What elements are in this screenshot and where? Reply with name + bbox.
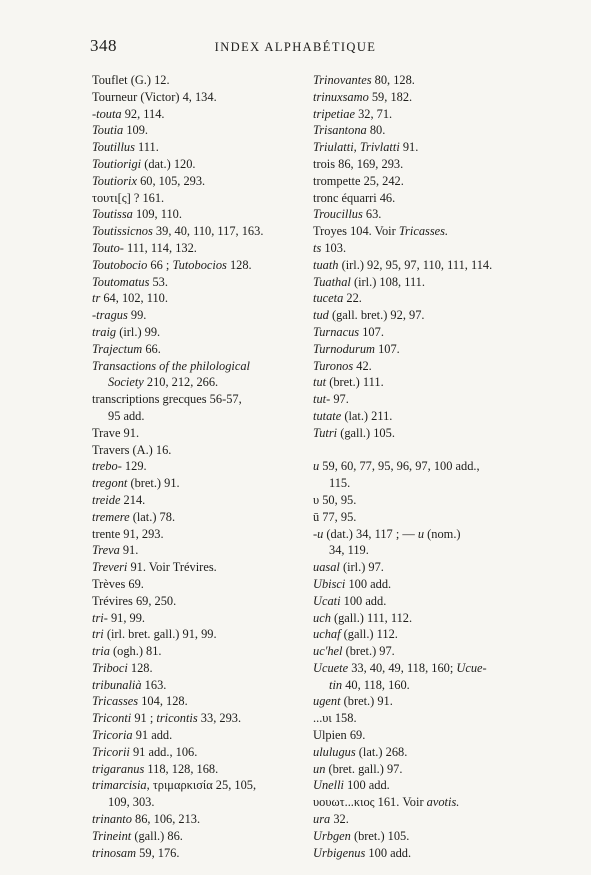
index-entry	[92, 643, 304, 660]
index-term: traig	[92, 324, 117, 339]
index-text: Trave 91.	[92, 425, 140, 440]
index-term: tin	[329, 677, 343, 692]
index-term: Urbigenus	[313, 845, 366, 860]
index-entry	[92, 206, 304, 223]
index-term: Triboci	[92, 660, 128, 675]
index-text: (bret.) 111.	[326, 375, 384, 390]
index-text: Trévires 69, 250.	[92, 593, 177, 608]
index-column-left	[92, 72, 304, 861]
index-term: Tricoria	[92, 728, 133, 743]
index-text: 80.	[366, 123, 386, 138]
index-term: avotis.	[426, 795, 460, 810]
index-term: trigaranus	[92, 761, 145, 776]
index-entry	[313, 206, 528, 223]
index-text: (irl.) 108, 111.	[350, 274, 425, 289]
index-entry	[92, 307, 304, 324]
index-text: 34, 119.	[329, 543, 369, 558]
index-entry	[313, 173, 528, 190]
index-term: Turnodurum	[313, 341, 375, 356]
index-entry	[313, 374, 528, 391]
index-entry	[313, 845, 528, 862]
index-term: trinuxsamo	[313, 89, 369, 104]
index-term: Ucuete	[313, 660, 349, 675]
index-term: Tricasses.	[398, 224, 449, 239]
index-text: 128.	[226, 257, 252, 272]
index-text: 59, 60, 77, 95, 96, 97, 100 add.,	[319, 459, 480, 474]
index-term: tribunalià	[92, 677, 142, 692]
index-text: ...υι 158.	[313, 711, 357, 726]
index-text: 59, 176.	[136, 845, 180, 860]
index-text: (gall.) 111, 112.	[330, 610, 413, 625]
index-text: (nom.)	[424, 526, 461, 541]
index-term: tut-	[313, 392, 331, 407]
index-term: tr	[92, 291, 101, 306]
index-text: (bret. gall.) 97.	[325, 761, 403, 776]
index-entry	[313, 794, 528, 811]
index-text: 86, 106, 213.	[131, 812, 201, 827]
index-entry	[92, 509, 304, 526]
index-text: 22.	[343, 291, 362, 306]
index-entry	[92, 542, 304, 559]
index-term: uchaf	[313, 627, 341, 642]
index-text: (bret.) 91.	[127, 476, 180, 491]
index-text: 39, 40, 110, 117, 163.	[152, 224, 264, 239]
index-term: ts	[313, 240, 322, 255]
index-entry	[92, 610, 304, 627]
index-entry	[92, 576, 304, 593]
index-entry	[313, 727, 528, 744]
index-entry	[313, 290, 528, 307]
index-term: Urbgen	[313, 828, 351, 843]
index-entry	[92, 828, 304, 845]
index-text: (gall.) 105.	[337, 425, 395, 440]
index-term: Tuathal	[313, 274, 351, 289]
index-term: Ucati	[313, 593, 341, 608]
index-entry	[92, 358, 304, 375]
index-text: 64, 102, 110.	[100, 291, 168, 306]
index-text: (bret.) 97.	[342, 644, 395, 659]
index-term: u	[313, 459, 320, 474]
index-term: tri-	[92, 610, 108, 625]
index-term: Tricasses	[92, 694, 139, 709]
index-entry	[92, 526, 304, 543]
index-text: 118, 128, 168.	[144, 761, 219, 776]
index-entry-continuation	[92, 794, 304, 811]
index-entry	[313, 526, 528, 543]
index-entry	[92, 593, 304, 610]
index-term: trimarcisia,	[92, 778, 150, 793]
index-text: (irl.) 92, 95, 97, 110, 111, 114.	[338, 257, 493, 272]
index-entry	[313, 341, 528, 358]
index-term: trinanto	[92, 812, 132, 827]
index-text: 111.	[134, 140, 159, 155]
index-term: tricontis	[156, 711, 198, 726]
index-term: Ucue-	[456, 660, 487, 675]
index-entry	[92, 660, 304, 677]
index-entry	[92, 693, 304, 710]
index-entry	[313, 744, 528, 761]
index-text: Trèves 69.	[92, 576, 144, 591]
index-entry	[92, 710, 304, 727]
index-term: ugent	[313, 694, 341, 709]
index-entry	[92, 190, 304, 207]
index-term: Tutobocios	[172, 257, 227, 272]
index-text: 63.	[362, 207, 382, 222]
index-text: 91 add.	[132, 728, 173, 743]
index-text: 100 add.	[365, 845, 412, 860]
index-text: υουωτ...κιος 161. Voir	[313, 795, 427, 810]
index-text: 32, 71.	[354, 106, 393, 121]
index-entry	[92, 139, 304, 156]
index-text: 163.	[141, 677, 167, 692]
index-text: τριμαρκισία 25, 105,	[149, 778, 257, 793]
index-text: Ulpien 69.	[313, 728, 366, 743]
index-entry	[313, 811, 528, 828]
index-entry	[92, 727, 304, 744]
index-text: 42.	[353, 358, 372, 373]
index-term: un	[313, 761, 326, 776]
index-text: 107.	[359, 324, 384, 339]
index-term: Ubisci	[313, 576, 346, 591]
index-text: 91.	[399, 140, 419, 155]
index-entry	[313, 274, 528, 291]
running-head: INDEX ALPHABÉTIQUE	[214, 40, 377, 54]
index-entry	[313, 576, 528, 593]
index-text: 97.	[330, 392, 349, 407]
index-term: Treveri	[92, 560, 128, 575]
index-entry	[92, 442, 304, 459]
index-text: 128.	[127, 660, 153, 675]
index-term: Trisantona	[313, 123, 367, 138]
index-term: Toutissicnos	[92, 224, 153, 239]
index-entry	[92, 475, 304, 492]
index-entry	[92, 492, 304, 509]
index-term: trebo-	[92, 459, 122, 474]
index-term: Toutobocio	[92, 257, 148, 272]
index-term: Touto-	[92, 240, 124, 255]
index-term: tremere	[92, 509, 130, 524]
index-text: tronc équarri 46.	[313, 190, 396, 205]
index-text: (dat.) 120.	[141, 156, 196, 171]
index-text: Tourneur (Victor) 4, 134.	[92, 89, 217, 104]
index-text: 91 ;	[131, 711, 157, 726]
index-entry	[313, 593, 528, 610]
index-term: Tutri	[313, 425, 338, 440]
index-entry-continuation	[313, 677, 528, 694]
index-text: (gall.) 112.	[340, 627, 398, 642]
page-number: 348	[90, 36, 117, 55]
index-term: tregont	[92, 476, 128, 491]
index-text: 100 add.	[340, 593, 387, 608]
index-entry	[92, 845, 304, 862]
index-entry	[92, 677, 304, 694]
index-entry	[92, 240, 304, 257]
index-entry	[313, 509, 528, 526]
index-entry	[92, 761, 304, 778]
index-term: Triconti	[92, 711, 132, 726]
index-term: tria	[92, 644, 110, 659]
index-term: Toutia	[92, 123, 124, 138]
index-entry	[313, 458, 528, 475]
index-text: 107.	[374, 341, 400, 356]
index-entry	[313, 559, 528, 576]
index-text: Troyes 104. Voir	[313, 224, 399, 239]
index-term: Trajectum	[92, 341, 143, 356]
index-text: Touflet (G.) 12.	[92, 73, 170, 87]
index-entry	[313, 223, 528, 240]
index-text: 53.	[149, 274, 168, 289]
index-entry	[313, 643, 528, 660]
index-term: u	[417, 526, 425, 541]
index-text: (ogh.) 81.	[109, 644, 162, 659]
index-term: Treva	[92, 543, 120, 558]
index-column-right	[313, 72, 528, 861]
index-entry	[313, 492, 528, 509]
index-entry	[92, 290, 304, 307]
index-text: 60, 105, 293.	[137, 173, 206, 188]
index-text: 129.	[121, 459, 147, 474]
index-term: ululugus	[313, 744, 356, 759]
index-text: 111, 114, 132.	[123, 240, 197, 255]
index-entry	[313, 777, 528, 794]
index-text: 99.	[127, 308, 147, 323]
index-term: Troucillus	[313, 207, 363, 222]
index-text: 80, 128.	[371, 73, 415, 87]
index-text: 91, 99.	[107, 610, 146, 625]
index-entry	[313, 408, 528, 425]
index-entry	[313, 391, 528, 408]
index-text: (irl.) 97.	[339, 560, 384, 575]
index-term: Turnacus	[313, 324, 360, 339]
index-text: 109, 303.	[108, 795, 155, 810]
index-text: 32.	[330, 812, 349, 827]
index-term: -tragus	[92, 308, 128, 323]
index-term: Transactions of the philological	[92, 358, 250, 373]
index-entry	[92, 274, 304, 291]
index-entry	[313, 710, 528, 727]
index-text: 59, 182.	[368, 89, 413, 104]
index-text: trente 91, 293.	[92, 526, 164, 541]
index-entry	[92, 106, 304, 123]
index-term: Trinovantes	[313, 73, 372, 87]
index-text: trompette 25, 242.	[313, 173, 404, 188]
index-text: (lat.) 78.	[129, 509, 176, 524]
index-term: uasal	[313, 560, 340, 575]
index-text: τουτι[ς] ? 161.	[92, 190, 165, 205]
index-term: tuath	[313, 257, 339, 272]
index-term: Toutomatus	[92, 274, 150, 289]
index-entry-continuation	[92, 374, 304, 391]
index-term: tut	[313, 375, 327, 390]
index-entry	[313, 761, 528, 778]
index-entry	[92, 777, 304, 794]
index-text: 66.	[142, 341, 161, 356]
index-term: -u	[313, 526, 324, 541]
index-text: 95 add.	[108, 408, 145, 423]
index-entry	[313, 106, 528, 123]
index-text: 115.	[329, 476, 351, 491]
index-term: ura	[313, 812, 331, 827]
index-text: (gall. bret.) 92, 97.	[328, 308, 425, 323]
index-term: Triulatti, Trivlatti	[313, 140, 400, 155]
index-text: 210, 212, 266.	[143, 375, 219, 390]
index-term: Toutissa	[92, 207, 133, 222]
index-text: 33, 293.	[197, 711, 242, 726]
index-entry	[92, 425, 304, 442]
index-entry	[92, 324, 304, 341]
index-text: 33, 40, 49, 118, 160;	[348, 660, 457, 675]
index-term: Trineint	[92, 828, 132, 843]
index-term: tri	[92, 627, 104, 642]
index-entry	[92, 811, 304, 828]
index-entry	[313, 156, 528, 173]
index-text: 91 add., 106.	[129, 744, 198, 759]
index-term: tud	[313, 308, 329, 323]
index-entry	[92, 257, 304, 274]
index-entry	[92, 744, 304, 761]
index-text: 100 add.	[345, 576, 392, 591]
index-entry	[92, 223, 304, 240]
index-term: Toutiorigi	[92, 156, 142, 171]
index-term: Tricorii	[92, 744, 130, 759]
index-entry	[313, 190, 528, 207]
index-text: (irl. bret. gall.) 91, 99.	[103, 627, 217, 642]
index-entry	[92, 341, 304, 358]
index-entry	[92, 173, 304, 190]
index-text: (irl.) 99.	[116, 324, 161, 339]
index-entry	[313, 139, 528, 156]
index-entry	[92, 72, 304, 89]
index-text: υ 50, 95.	[313, 492, 357, 507]
index-entry	[313, 307, 528, 324]
index-text: (lat.) 268.	[355, 744, 408, 759]
index-term: Society	[108, 375, 144, 390]
index-term: uch	[313, 610, 331, 625]
index-text: 100 add.	[343, 778, 390, 793]
index-entry	[92, 626, 304, 643]
index-entry	[92, 458, 304, 475]
index-text: ū 77, 95.	[313, 509, 357, 524]
index-term: Unelli	[313, 778, 344, 793]
index-entry	[313, 693, 528, 710]
index-entry	[92, 156, 304, 173]
index-text: transcriptions grecques 56-57,	[92, 392, 242, 407]
index-entry	[313, 257, 528, 274]
index-text: 109, 110.	[132, 207, 182, 222]
index-term: tripetiae	[313, 106, 355, 121]
index-text: 91. Voir Trévires.	[127, 560, 217, 575]
index-term: tuceta	[313, 291, 344, 306]
index-section-gap	[313, 442, 528, 459]
index-term: trinosam	[92, 845, 137, 860]
index-text: (lat.) 211.	[341, 408, 393, 423]
index-entry	[313, 72, 528, 89]
index-entry	[92, 391, 304, 408]
index-entry	[313, 240, 528, 257]
index-term: Toutillus	[92, 140, 135, 155]
index-entry	[313, 828, 528, 845]
index-entry	[313, 626, 528, 643]
index-entry	[92, 122, 304, 139]
index-text: 103.	[321, 240, 347, 255]
index-text: (gall.) 86.	[131, 828, 183, 843]
index-text: trois 86, 169, 293.	[313, 156, 404, 171]
index-text: 214.	[120, 492, 146, 507]
index-text: 92, 114.	[121, 106, 165, 121]
index-text: (bret.) 91.	[340, 694, 393, 709]
index-term: Turonos	[313, 358, 354, 373]
index-text: Travers (A.) 16.	[92, 442, 172, 457]
index-text: 66 ;	[147, 257, 173, 272]
index-text: (bret.) 105.	[350, 828, 410, 843]
index-text: 109.	[123, 123, 149, 138]
index-entry	[313, 324, 528, 341]
index-entry	[313, 89, 528, 106]
index-text: (dat.) 34, 117 ; —	[323, 526, 418, 541]
index-text: 104, 128.	[138, 694, 188, 709]
index-entry	[92, 559, 304, 576]
index-term: treide	[92, 492, 121, 507]
index-term: Toutiorix	[92, 173, 137, 188]
index-term: uc'hel	[313, 644, 343, 659]
index-entry	[313, 122, 528, 139]
index-entry	[313, 358, 528, 375]
index-entry	[313, 425, 528, 442]
index-term: -touta	[92, 106, 122, 121]
index-term: tutate	[313, 408, 342, 423]
index-entry	[313, 660, 528, 677]
index-entry	[313, 610, 528, 627]
index-entry-continuation	[313, 542, 528, 559]
index-text: 91.	[119, 543, 139, 558]
index-entry-continuation	[92, 408, 304, 425]
index-text: 40, 118, 160.	[342, 677, 410, 692]
index-entry-continuation	[313, 475, 528, 492]
index-entry	[92, 89, 304, 106]
